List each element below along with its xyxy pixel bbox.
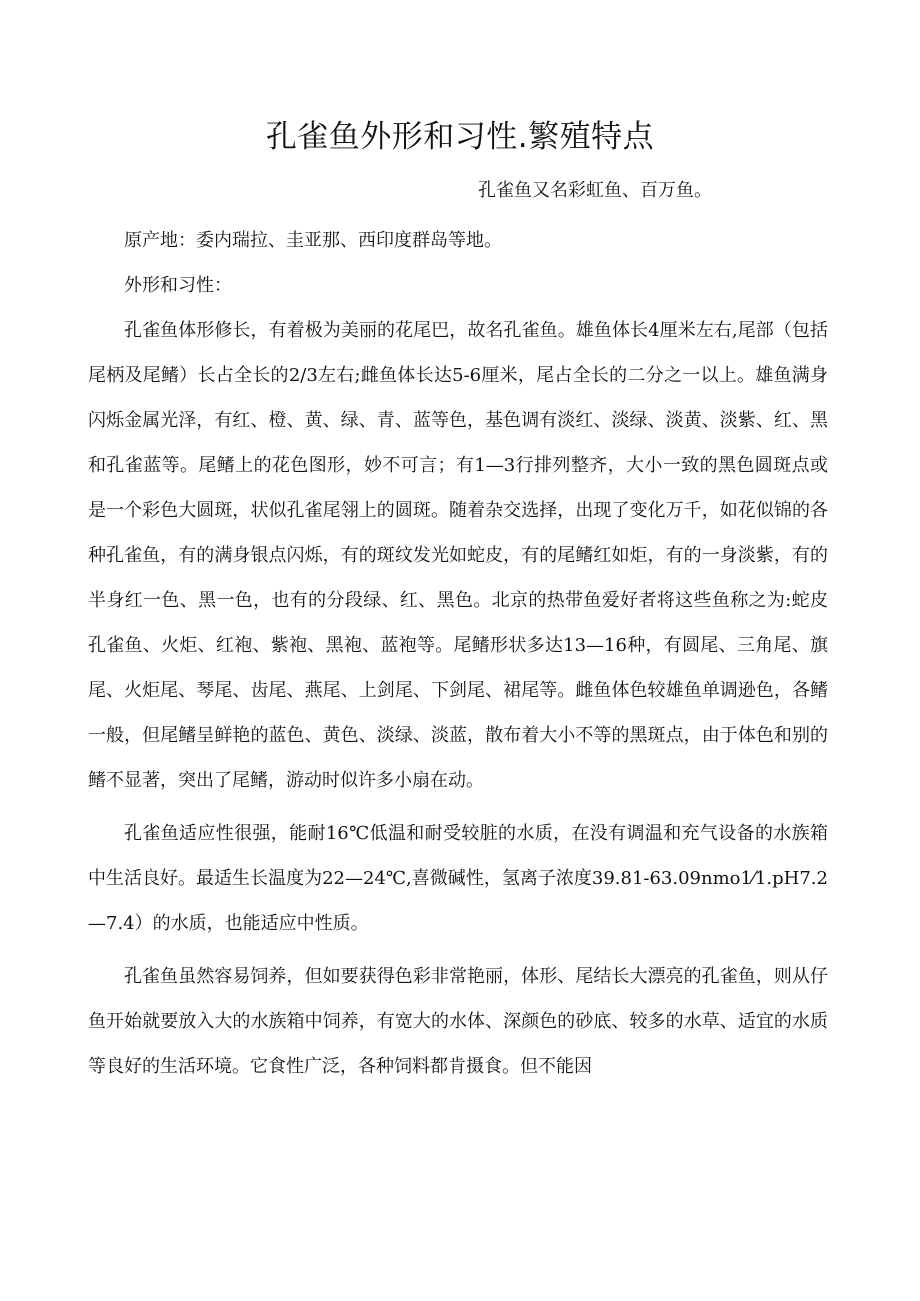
document-subtitle: 孔雀鱼又名彩虹鱼、百万鱼。 [478, 180, 712, 201]
paragraph-adaptability: 孔雀鱼适应性很强，能耐16℃低温和耐受较脏的水质，在没有调温和充气设备的水族箱中生活良好。最适生长温度为22—24℃,喜微碱性，氢离子浓度39.81-63.09nmo1⁄1.pH7.2—7.4）的水质，也能适应中性质。 [88, 823, 828, 934]
document-title: 孔雀鱼外形和习性.繁殖特点 [265, 119, 655, 155]
paragraph-appearance: 孔雀鱼体形修长，有着极为美丽的花尾巴，故名孔雀鱼。雄鱼体长4厘米左右,尾部（包括尾柄及尾鳍）长占全长的2/3左右;雌鱼体长达5-6厘米，尾占全长的二分之一以上。雄鱼满身闪烁金属光泽，有红、橙、黄、绿、青、蓝等色，基色调有淡红、淡绿、淡黄、淡紫、红、黑和孔雀蓝等。尾鳍上的花色图形，妙不可言；有1—3行排列整齐，大小一致的黑色圆斑点或是一个彩色大圆斑，状似孔雀尾翎上的圆斑。随着杂交选择，出现了变化万千，如花似锦的各种孔雀鱼，有的满身银点闪烁，有的斑纹发光如蛇皮，有的尾鳍红如炬，有的一身淡紫，有的半身红一色、黑一色，也有的分段绿、红、黑色。北京的热带鱼爱好者将这些鱼称之为:蛇皮孔雀鱼、火炬、红袍、紫袍、黑袍、蓝袍等。尾鳍形状多达13—16种，有圆尾、三角尾、旗尾、火炬尾、琴尾、齿尾、燕尾、上剑尾、下剑尾、裙尾等。雌鱼体色较雄鱼单调逊色，各鳍一般，但尾鳍呈鲜艳的蓝色、黄色、淡绿、淡蓝，散布着大小不等的黑斑点，由于体色和别的鳍不显著，突出了尾鳍，游动时似许多小扇在动。 [88, 320, 828, 791]
paragraph-origin: 原产地：委内瑞拉、圭亚那、西印度群岛等地。 [124, 230, 502, 251]
document-body [88, 218, 828, 1089]
paragraph-section-heading: 外形和习性： [124, 275, 232, 296]
paragraph-feeding: 孔雀鱼虽然容易饲养，但如要获得色彩非常艳丽，体形、尾结长大漂亮的孔雀鱼，则从仔鱼开始就要放入大的水族箱中饲养，有宽大的水体、深颜色的砂底、较多的水草、适宜的水质等良好的生活环境。它食性广泛，各种饲料都肯摄食。但不能因 [88, 966, 828, 1077]
